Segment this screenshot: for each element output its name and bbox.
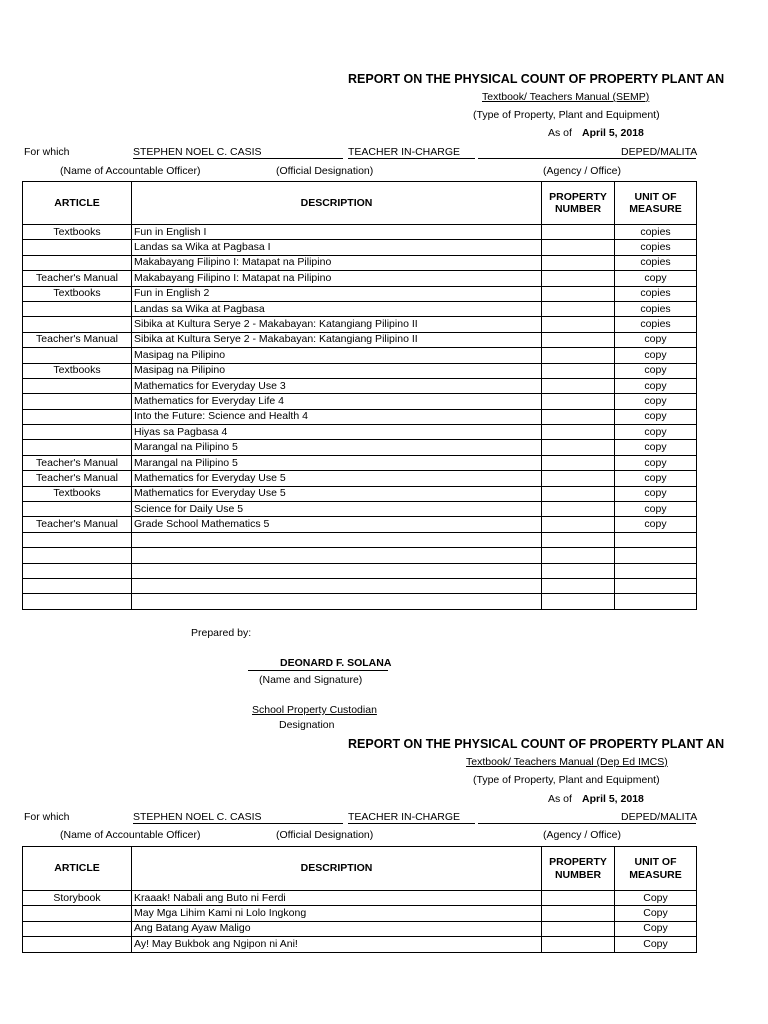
property-number-cell: [542, 225, 615, 240]
table-row: [23, 455, 697, 470]
property-type-caption: (Type of Property, Plant and Equipment): [473, 109, 660, 121]
property-number-cell: [542, 317, 615, 332]
as-of-label-2: As of: [548, 793, 572, 805]
unit-cell: copy: [615, 440, 697, 455]
unit-cell: copy: [615, 502, 697, 517]
article-cell: [23, 563, 132, 578]
table-row: [23, 440, 697, 455]
table-row: [23, 563, 697, 578]
table-row: [23, 548, 697, 563]
description-cell: [132, 563, 542, 578]
unit-cell: copies: [615, 286, 697, 301]
agency-underline-2: [478, 823, 696, 824]
agency-underline: [478, 158, 696, 159]
property-number-cell: [542, 378, 615, 393]
property-number-cell: [542, 332, 615, 347]
description-cell: Marangal na Pilipino 5: [132, 440, 542, 455]
property-number-cell: [542, 563, 615, 578]
description-cell: [132, 594, 542, 609]
column-header-property-number: PROPERTY NUMBER: [542, 847, 615, 891]
column-header-description: DESCRIPTION: [132, 182, 542, 225]
unit-cell: copies: [615, 255, 697, 270]
designation-caption-2: (Official Designation): [276, 829, 374, 841]
description-cell: Mathematics for Everyday Life 4: [132, 394, 542, 409]
article-cell: [23, 906, 132, 921]
property-number-cell: [542, 286, 615, 301]
prepared-by-label: Prepared by:: [191, 627, 252, 639]
custodian-position: School Property Custodian: [252, 704, 377, 716]
property-number-cell: [542, 348, 615, 363]
description-cell: Into the Future: Science and Health 4: [132, 409, 542, 424]
property-number-cell: [542, 240, 615, 255]
unit-cell: copies: [615, 240, 697, 255]
description-cell: Mathematics for Everyday Use 3: [132, 378, 542, 393]
unit-cell: copy: [615, 409, 697, 424]
description-cell: [132, 532, 542, 547]
designation-underline: [348, 158, 475, 159]
table-row: [23, 363, 697, 378]
description-cell: Sibika at Kultura Serye 2 - Makabayan: Katangiang Pilipino II: [132, 317, 542, 332]
property-number-cell: [542, 937, 615, 952]
property-type-caption-2: (Type of Property, Plant and Equipment): [473, 774, 660, 786]
name-signature-caption: (Name and Signature): [259, 674, 363, 686]
article-cell: [23, 378, 132, 393]
property-number-cell: [542, 486, 615, 501]
unit-cell: [615, 594, 697, 609]
table-row: [23, 425, 697, 440]
article-cell: Textbooks: [23, 363, 132, 378]
description-cell: Ay! May Bukbok ang Ngipon ni Ani!: [132, 937, 542, 952]
description-cell: Landas sa Wika at Pagbasa I: [132, 240, 542, 255]
as-of-date-2: April 5, 2018: [582, 793, 644, 805]
article-cell: Textbooks: [23, 486, 132, 501]
column-header-article: ARTICLE: [23, 182, 132, 225]
unit-cell: copies: [615, 317, 697, 332]
official-designation-2: TEACHER IN-CHARGE: [348, 811, 461, 823]
description-cell: [132, 578, 542, 593]
unit-cell: Copy: [615, 891, 697, 906]
designation-caption-signatory: Designation: [279, 719, 335, 731]
officer-caption-2: (Name of Accountable Officer): [60, 829, 201, 841]
table-row: [23, 286, 697, 301]
description-cell: Mathematics for Everyday Use 5: [132, 471, 542, 486]
description-cell: Makabayang Filipino I: Matapat na Pilipino: [132, 271, 542, 286]
table-row: [23, 301, 697, 316]
property-number-cell: [542, 455, 615, 470]
accountable-officer-name: STEPHEN NOEL C. CASIS: [133, 146, 262, 158]
article-cell: [23, 548, 132, 563]
official-designation: TEACHER IN-CHARGE: [348, 146, 461, 158]
property-number-cell: [542, 532, 615, 547]
property-number-cell: [542, 301, 615, 316]
property-number-cell: [542, 921, 615, 936]
property-number-cell: [542, 363, 615, 378]
property-number-cell: [542, 891, 615, 906]
article-cell: [23, 255, 132, 270]
description-cell: Marangal na Pilipino 5: [132, 455, 542, 470]
agency-caption-2: (Agency / Office): [543, 829, 622, 841]
article-cell: [23, 440, 132, 455]
article-cell: [23, 937, 132, 952]
custodian-name: DEONARD F. SOLANA: [280, 657, 392, 669]
property-number-cell: [542, 517, 615, 532]
column-header-property-number: PROPERTY NUMBER: [542, 182, 615, 225]
table-row: [23, 594, 697, 609]
inventory-table: [22, 181, 697, 610]
agency-office: DEPED/MALITA: [621, 146, 698, 158]
for-which-label-2: For which: [24, 811, 70, 823]
table-row: [23, 240, 697, 255]
property-number-cell: [542, 502, 615, 517]
description-cell: Fun in English 2: [132, 286, 542, 301]
property-number-cell: [542, 271, 615, 286]
unit-cell: copy: [615, 271, 697, 286]
unit-cell: [615, 548, 697, 563]
table-row: [23, 517, 697, 532]
description-cell: May Mga Lihim Kami ni Lolo Ingkong: [132, 906, 542, 921]
description-cell: [132, 548, 542, 563]
article-cell: Teacher's Manual: [23, 455, 132, 470]
report-title-2: REPORT ON THE PHYSICAL COUNT OF PROPERTY PLANT AN: [348, 737, 725, 751]
unit-cell: copy: [615, 332, 697, 347]
property-number-cell: [542, 440, 615, 455]
table-row: [23, 271, 697, 286]
unit-cell: copies: [615, 225, 697, 240]
article-cell: [23, 240, 132, 255]
article-cell: Teacher's Manual: [23, 471, 132, 486]
table-row: [23, 891, 697, 906]
officer-caption: (Name of Accountable Officer): [60, 165, 201, 177]
description-cell: Makabayang Filipino I: Matapat na Pilipino: [132, 255, 542, 270]
table-row: [23, 921, 697, 936]
as-of-date: April 5, 2018: [582, 127, 644, 139]
article-cell: [23, 594, 132, 609]
article-cell: Storybook: [23, 891, 132, 906]
agency-caption: (Agency / Office): [543, 165, 622, 177]
column-header-unit-of-measure: UNIT OF MEASURE: [615, 182, 697, 225]
table-row: [23, 471, 697, 486]
property-number-cell: [542, 394, 615, 409]
table-row: [23, 409, 697, 424]
table-row: [23, 502, 697, 517]
unit-cell: [615, 578, 697, 593]
property-type: Textbook/ Teachers Manual (SEMP): [482, 91, 650, 103]
table-row: [23, 332, 697, 347]
officer-underline-2: [133, 823, 343, 824]
article-cell: Textbooks: [23, 286, 132, 301]
property-number-cell: [542, 471, 615, 486]
article-cell: [23, 921, 132, 936]
description-cell: Grade School Mathematics 5: [132, 517, 542, 532]
description-cell: Sibika at Kultura Serye 2 - Makabayan: Katangiang Pilipino II: [132, 332, 542, 347]
article-cell: Teacher's Manual: [23, 517, 132, 532]
description-cell: Hiyas sa Pagbasa 4: [132, 425, 542, 440]
unit-cell: Copy: [615, 937, 697, 952]
description-cell: Kraaak! Nabali ang Buto ni Ferdi: [132, 891, 542, 906]
unit-cell: [615, 563, 697, 578]
article-cell: Textbooks: [23, 225, 132, 240]
table-row: [23, 348, 697, 363]
property-type-2: Textbook/ Teachers Manual (Dep Ed IMCS): [466, 756, 668, 768]
unit-cell: copy: [615, 471, 697, 486]
agency-office-2: DEPED/MALITA: [621, 811, 698, 823]
unit-cell: copy: [615, 425, 697, 440]
signature-line: [248, 670, 388, 671]
table-row: [23, 225, 697, 240]
unit-cell: Copy: [615, 921, 697, 936]
unit-cell: copy: [615, 455, 697, 470]
table-row: [23, 378, 697, 393]
article-cell: Teacher's Manual: [23, 332, 132, 347]
article-cell: [23, 502, 132, 517]
unit-cell: copy: [615, 348, 697, 363]
unit-cell: copies: [615, 301, 697, 316]
for-which-label: For which: [24, 146, 70, 158]
article-cell: [23, 348, 132, 363]
property-number-cell: [542, 409, 615, 424]
description-cell: Mathematics for Everyday Use 5: [132, 486, 542, 501]
designation-underline-2: [348, 823, 475, 824]
description-cell: Masipag na Pilipino: [132, 363, 542, 378]
unit-cell: copy: [615, 517, 697, 532]
column-header-description: DESCRIPTION: [132, 847, 542, 891]
unit-cell: copy: [615, 394, 697, 409]
article-cell: [23, 409, 132, 424]
table-row: [23, 394, 697, 409]
description-cell: Fun in English I: [132, 225, 542, 240]
property-number-cell: [542, 548, 615, 563]
property-number-cell: [542, 594, 615, 609]
property-number-cell: [542, 578, 615, 593]
column-header-article: ARTICLE: [23, 847, 132, 891]
report-title: REPORT ON THE PHYSICAL COUNT OF PROPERTY PLANT AN: [348, 72, 725, 86]
article-cell: [23, 317, 132, 332]
inventory-table-2: [22, 846, 697, 953]
unit-cell: Copy: [615, 906, 697, 921]
article-cell: [23, 532, 132, 547]
accountable-officer-name-2: STEPHEN NOEL C. CASIS: [133, 811, 262, 823]
article-cell: Teacher's Manual: [23, 271, 132, 286]
unit-cell: copy: [615, 363, 697, 378]
table-row: [23, 906, 697, 921]
table-row: [23, 317, 697, 332]
article-cell: [23, 425, 132, 440]
property-number-cell: [542, 906, 615, 921]
unit-cell: [615, 532, 697, 547]
column-header-unit-of-measure: UNIT OF MEASURE: [615, 847, 697, 891]
designation-caption: (Official Designation): [276, 165, 374, 177]
article-cell: [23, 394, 132, 409]
table-row: [23, 486, 697, 501]
table-row: [23, 578, 697, 593]
description-cell: Landas sa Wika at Pagbasa: [132, 301, 542, 316]
article-cell: [23, 578, 132, 593]
table-row: [23, 532, 697, 547]
description-cell: Ang Batang Ayaw Maligo: [132, 921, 542, 936]
table-row: [23, 255, 697, 270]
description-cell: Science for Daily Use 5: [132, 502, 542, 517]
property-number-cell: [542, 255, 615, 270]
article-cell: [23, 301, 132, 316]
as-of-label: As of: [548, 127, 572, 139]
table-row: [23, 937, 697, 952]
officer-underline: [133, 158, 343, 159]
unit-cell: copy: [615, 378, 697, 393]
unit-cell: copy: [615, 486, 697, 501]
description-cell: Masipag na Pilipino: [132, 348, 542, 363]
property-number-cell: [542, 425, 615, 440]
